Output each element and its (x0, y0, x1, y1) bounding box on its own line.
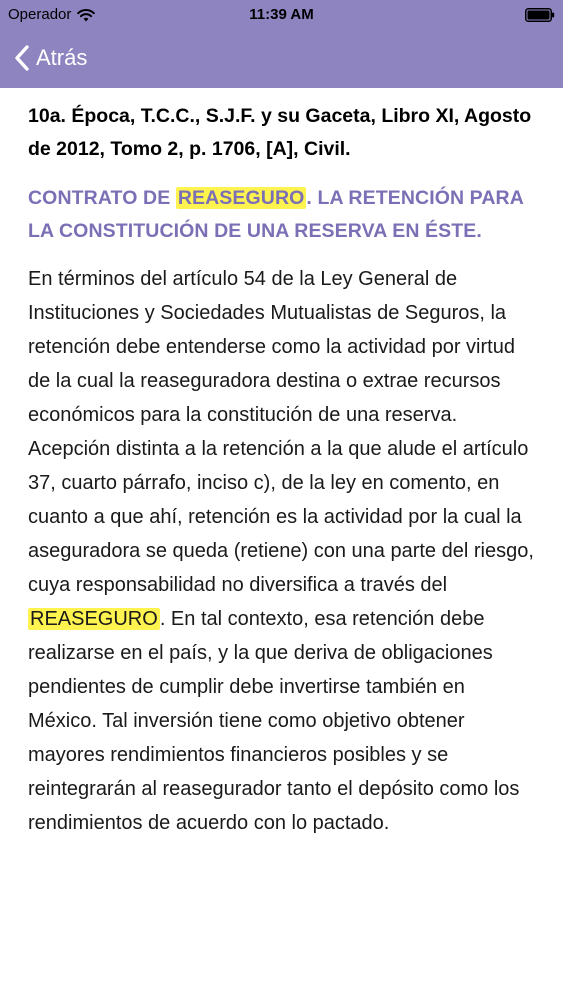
body-search-highlight: REASEGURO (30, 608, 158, 630)
document-content (0, 100, 563, 840)
body-text-after: . En tal contexto, esa retención debe realizarse en el país, y la que deriva de obligaciones pendientes de cumplir debe invertirse también en México. Tal inversión tiene como objetivo obtener mayores rendimientos financieros posibles y se reintegrarán al reasegurador tanto el depósito como los rendimientos de acuerdo con lo pactado. (28, 608, 520, 834)
document-body (28, 262, 535, 840)
back-button[interactable] (14, 40, 87, 76)
rubro-search-highlight: REASEGURO (177, 187, 305, 209)
document-citation: 10a. Época, T.C.C., S.J.F. y su Gaceta, Libro XI, Agosto de 2012, Tomo 2, p. 1706, [A], Civil. (28, 105, 532, 160)
status-time: 11:39 AM (249, 6, 314, 23)
back-button-label: Atrás (36, 45, 88, 70)
navigation-bar (0, 30, 563, 88)
chevron-left-icon (14, 44, 30, 72)
rubro-text-after: . LA RETENCIÓN PARA LA CONSTITUCIÓN DE UNA RESERVA EN ÉSTE. (28, 187, 524, 242)
battery-icon (525, 8, 555, 22)
carrier-name: Operador (8, 6, 72, 23)
status-bar (0, 0, 563, 30)
body-text-before: En términos del artículo 54 de la Ley General de Instituciones y Sociedades Mutualistas de Seguros, la retención debe entenderse como la actividad por virtud de la cual la reaseguradora destina o extrae recursos económicos para la constitución de una reserva. Acepción distinta a la retención a la que alude el artículo 37, cuarto párrafo, inciso c), de la ley en comento, en cuanto a que ahí, retención es la actividad por la cual la aseguradora se queda (retiene) con una parte del riesgo, cuya responsabilidad no diversifica a través del (28, 268, 534, 596)
header (0, 0, 563, 88)
rubro-text-before: CONTRATO DE (28, 187, 176, 209)
document-rubro (28, 182, 535, 248)
